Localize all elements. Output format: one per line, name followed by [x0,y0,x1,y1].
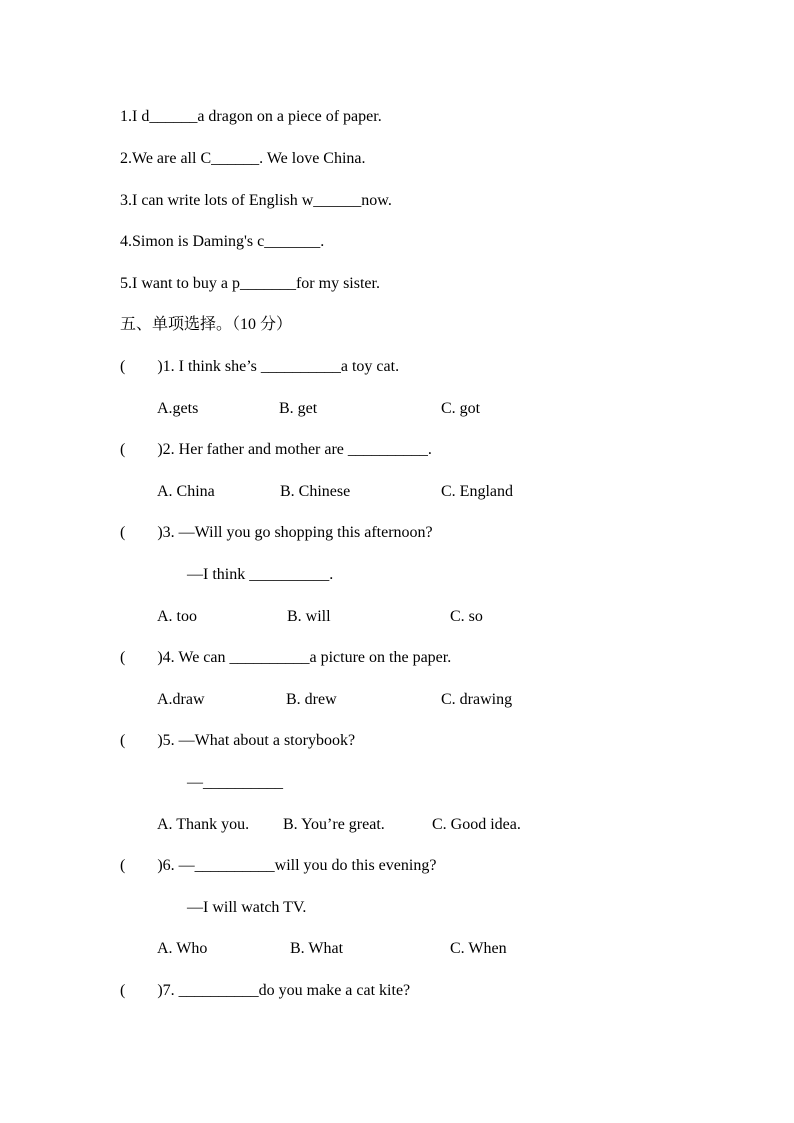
fill-in-sentence: 3.I can write lots of English w______now. [120,192,392,209]
option-b: B. What [290,940,344,957]
question-stem: ( )2. Her father and mother are __________. [120,441,432,458]
option-c: C. When [450,940,507,957]
question-stem: ( )3. —Will you go shopping this afternoon? [120,524,433,541]
option-c: C. got [441,400,481,417]
option-a: A. China [157,483,215,500]
question-stem: ( )6. —__________will you do this evening? [120,857,437,874]
question-stem: ( )4. We can __________a picture on the paper. [120,649,452,666]
option-c: C. drawing [441,691,513,708]
option-b: B. Chinese [280,483,351,500]
question-reply: —I think __________. [187,566,334,583]
option-a: A. Thank you. [157,816,250,833]
option-c: C. so [450,608,483,625]
fill-in-sentence: 5.I want to buy a p_______for my sister. [120,275,380,292]
option-b: B. will [287,608,331,625]
option-b: B. drew [286,691,337,708]
section-heading: 五、单项选择。（10 分） [120,316,293,333]
question-reply: —__________ [187,774,283,791]
option-c: C. Good idea. [432,816,521,833]
option-a: A. too [157,608,197,625]
question-stem: ( )7. __________do you make a cat kite? [120,982,411,999]
option-b: B. You’re great. [283,816,385,833]
fill-in-sentence: 4.Simon is Daming's c_______. [120,233,325,250]
option-c: C. England [441,483,513,500]
question-stem: ( )1. I think she’s __________a toy cat. [120,358,400,375]
fill-in-sentence: 2.We are all C______. We love China. [120,150,366,167]
question-stem: ( )5. —What about a storybook? [120,732,356,749]
fill-in-sentence: 1.I d______a dragon on a piece of paper. [120,108,382,125]
option-a: A. Who [157,940,208,957]
option-a: A.gets [157,400,199,417]
option-a: A.draw [157,691,205,708]
question-reply: —I will watch TV. [187,899,307,916]
option-b: B. get [279,400,318,417]
